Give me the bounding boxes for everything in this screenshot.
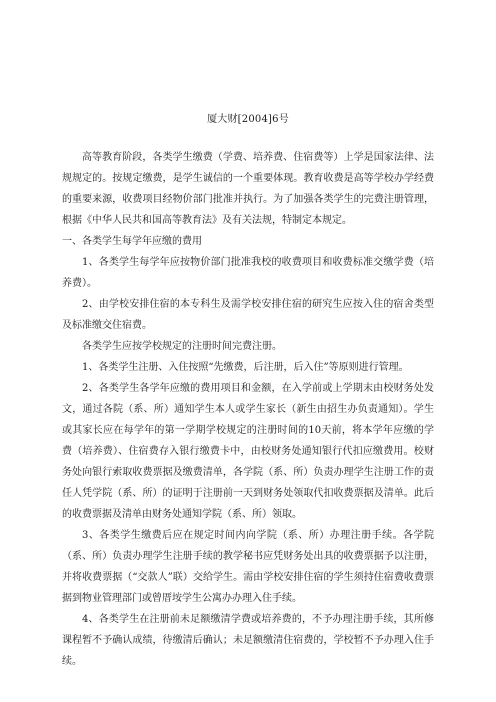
body-paragraph: 2、各类学生各学年应缴的费用项目和金额，在入学前或上学期末由校财务处发文，通过各院（系、所）通知学生本人或学生家长（新生由招生办负责通知）。学生或其家长应在每学年的第一学期学校规定的注册时间的10天前，将本学年应缴的学费（培养费）、住宿费存入银行缴费卡中，由校财务处通知银行代扣应缴费用。校财务处向银行索取收费票据及缴费清单，各学院（系、所）负责办理学生注册工作的责任人凭学院（系、所）的证明于注册前一天到财务处领取代扣收费票据及清单。此后的收费票据及清单由财务处通知学院（系、所）领取。: [62, 383, 434, 520]
body-paragraph: 4、各类学生在注册前未足额缴清学费或培养费的，不予办理注册手续，其所修课程暂不予确认成绩，待缴清后确认；未足额缴清住宿费的，学校暂不予办理入住手续。: [62, 614, 434, 667]
body-paragraph: 1、各类学生注册、入住按照“先缴费，后注册，后入住”等原则进行管理。: [82, 362, 409, 373]
body-paragraph: 1、各类学生每学年应按物价部门批准我校的收费项目和收费标准交缴学费（培养费）。: [62, 257, 434, 289]
body-paragraph: 2、由学校安排住宿的本专科生及需学校安排住宿的研究生应按入住的宿舍类型及标准缴交住宿费。: [62, 299, 434, 331]
body-paragraph: 3、各类学生缴费后应在规定时间内向学院（系、所）办理注册手续。各学院（系、所）负责办理学生注册手续的教学秘书应凭财务处出具的收费票据予以注册，并将收费票据（“交款人”联）交给学生。需由学校安排住宿的学生须持住宿费收费票据到物业管理部门或曾厝垵学生公寓办办理入住手续。: [62, 530, 434, 604]
intro-paragraph: 高等教育阶段，各类学生缴费（学费、培养费、住宿费等）上学是国家法律、法规规定的。按规定缴费，是学生诚信的一个重要体现。教育收费是高等学校办学经费的重要来源，收费项目经物价部门批准并执行。为了加强各类学生的完费注册管理，根据《中华人民共和国高等教育法》及有关法规，特制定本规定。: [62, 152, 434, 226]
body-paragraph: 各类学生应按学校规定的注册时间完费注册。: [82, 341, 282, 352]
section-heading: 一、各类学生每学年应缴的费用: [62, 236, 202, 247]
document-number: 厦大财[2004]6号: [207, 114, 289, 125]
document-body: [62, 147, 434, 672]
